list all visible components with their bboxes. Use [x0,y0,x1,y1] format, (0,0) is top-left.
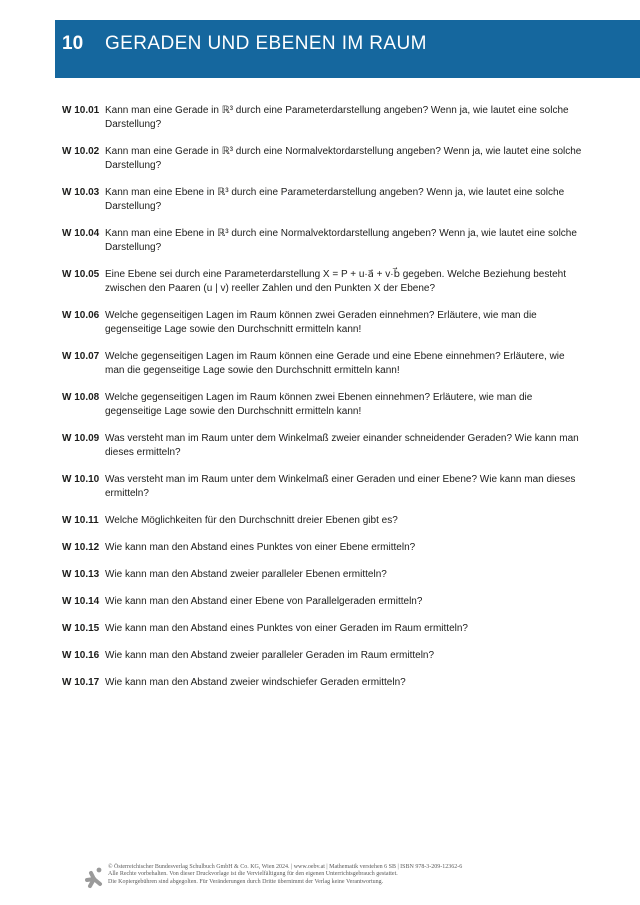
question-text: Wie kann man den Abstand einer Ebene von Parallelgeraden ermitteln? [105,596,423,607]
question-text: Wie kann man den Abstand zweier paralleler Ebenen ermitteln? [105,569,387,580]
question-row [62,541,585,555]
question-text: Eine Ebene sei durch eine Parameterdarstellung X = P + u·a⃗ + v·b⃗ gegeben. Welche Beziehung besteht zwischen den Paaren (u | v) reeller Zahlen und den Punkten X der Ebene? [105,269,567,294]
question-row [62,227,585,255]
question-id: W 10.13 [62,569,100,580]
footer-line-3: Die Kopiergebühren sind abgegolten. Für Veränderungen durch Dritte übernimmt der Verlag keine Verantwortung. [108,878,384,885]
question-text: Welche Möglichkeiten für den Durchschnitt dreier Ebenen gibt es? [105,515,398,526]
question-row [62,186,585,214]
question-text: Wie kann man den Abstand eines Punktes von einer Geraden im Raum ermitteln? [105,623,468,634]
question-id: W 10.15 [62,623,100,634]
question-text: Wie kann man den Abstand eines Punktes von einer Ebene ermitteln? [105,542,416,553]
footer-line-2: Alle Rechte vorbehalten. Von dieser Druckvorlage ist die Vervielfältigung für den eigenen Unterrichtsgebrauch gestattet. [108,871,398,878]
question-row [62,473,585,501]
question-row [62,676,585,690]
question-text: Kann man eine Ebene in ℝ³ durch eine Normalvektordarstellung angeben? Wenn ja, wie lautet eine solche Darstellung? [105,228,577,253]
chapter-title: GERADEN UND EBENEN IM RAUM [105,33,427,54]
footer-line-1: © Österreichischer Bundesverlag Schulbuch GmbH & Co. KG, Wien 2024. | www.oebv.at | Mathematik verstehen 6 SB | ISBN 978-3-209-12362-6 [108,864,463,870]
question-text: Wie kann man den Abstand zweier windschiefer Geraden ermitteln? [105,677,406,688]
question-row [62,104,585,132]
question-text: Kann man eine Gerade in ℝ³ durch eine Parameterdarstellung angeben? Wenn ja, wie lautet eine solche Darstellung? [105,105,569,130]
question-id: W 10.17 [62,677,100,688]
question-row [62,350,585,378]
question-id: W 10.09 [62,433,100,444]
question-id: W 10.06 [62,310,100,321]
oebv-logo-icon [84,866,103,890]
page-footer [84,864,462,890]
question-id: W 10.02 [62,146,100,157]
question-id: W 10.10 [62,474,100,485]
question-text: Was versteht man im Raum unter dem Winkelmaß einer Geraden und einer Ebene? Wie kann man dieses ermitteln? [105,474,576,499]
chapter-number: 10 [62,33,84,54]
question-text: Was versteht man im Raum unter dem Winkelmaß zweier einander schneidender Geraden? Wie kann man dieses ermitteln? [105,433,579,458]
question-row [62,649,585,663]
question-text: Welche gegenseitigen Lagen im Raum können zwei Ebenen einnehmen? Erläutere, wie man die gegenseitige Lage sowie den Durchschnitt ermitteln kann! [105,392,533,417]
question-row [62,514,585,528]
question-row [62,309,585,337]
question-row [62,391,585,419]
question-row [62,595,585,609]
question-row [62,268,585,296]
question-id: W 10.14 [62,596,100,607]
question-row [62,568,585,582]
question-list [62,104,585,690]
question-text: Wie kann man den Abstand zweier paralleler Geraden im Raum ermitteln? [105,650,435,661]
question-id: W 10.16 [62,650,100,661]
question-id: W 10.08 [62,392,100,403]
question-row [62,145,585,173]
question-text: Welche gegenseitigen Lagen im Raum können zwei Geraden einnehmen? Erläutere, wie man die gegenseitige Lage sowie den Durchschnitt ermitteln kann! [105,310,537,335]
chapter-header [55,20,640,78]
footer-copyright [108,864,462,886]
question-id: W 10.07 [62,351,100,362]
question-row [62,622,585,636]
question-text: Kann man eine Gerade in ℝ³ durch eine Normalvektordarstellung angeben? Wenn ja, wie lautet eine solche Darstellung? [105,146,582,171]
question-row [62,432,585,460]
question-id: W 10.12 [62,542,100,553]
question-text: Kann man eine Ebene in ℝ³ durch eine Parameterdarstellung angeben? Wenn ja, wie lautet eine solche Darstellung? [105,187,565,212]
question-id: W 10.05 [62,269,100,280]
question-text: Welche gegenseitigen Lagen im Raum können eine Gerade und eine Ebene einnehmen? Erläutere, wie man die gegenseitige Lage sowie den Durchschnitt ermitteln kann! [105,351,565,376]
question-id: W 10.04 [62,228,100,239]
question-id: W 10.03 [62,187,100,198]
question-id: W 10.11 [62,515,99,526]
question-id: W 10.01 [62,105,100,116]
